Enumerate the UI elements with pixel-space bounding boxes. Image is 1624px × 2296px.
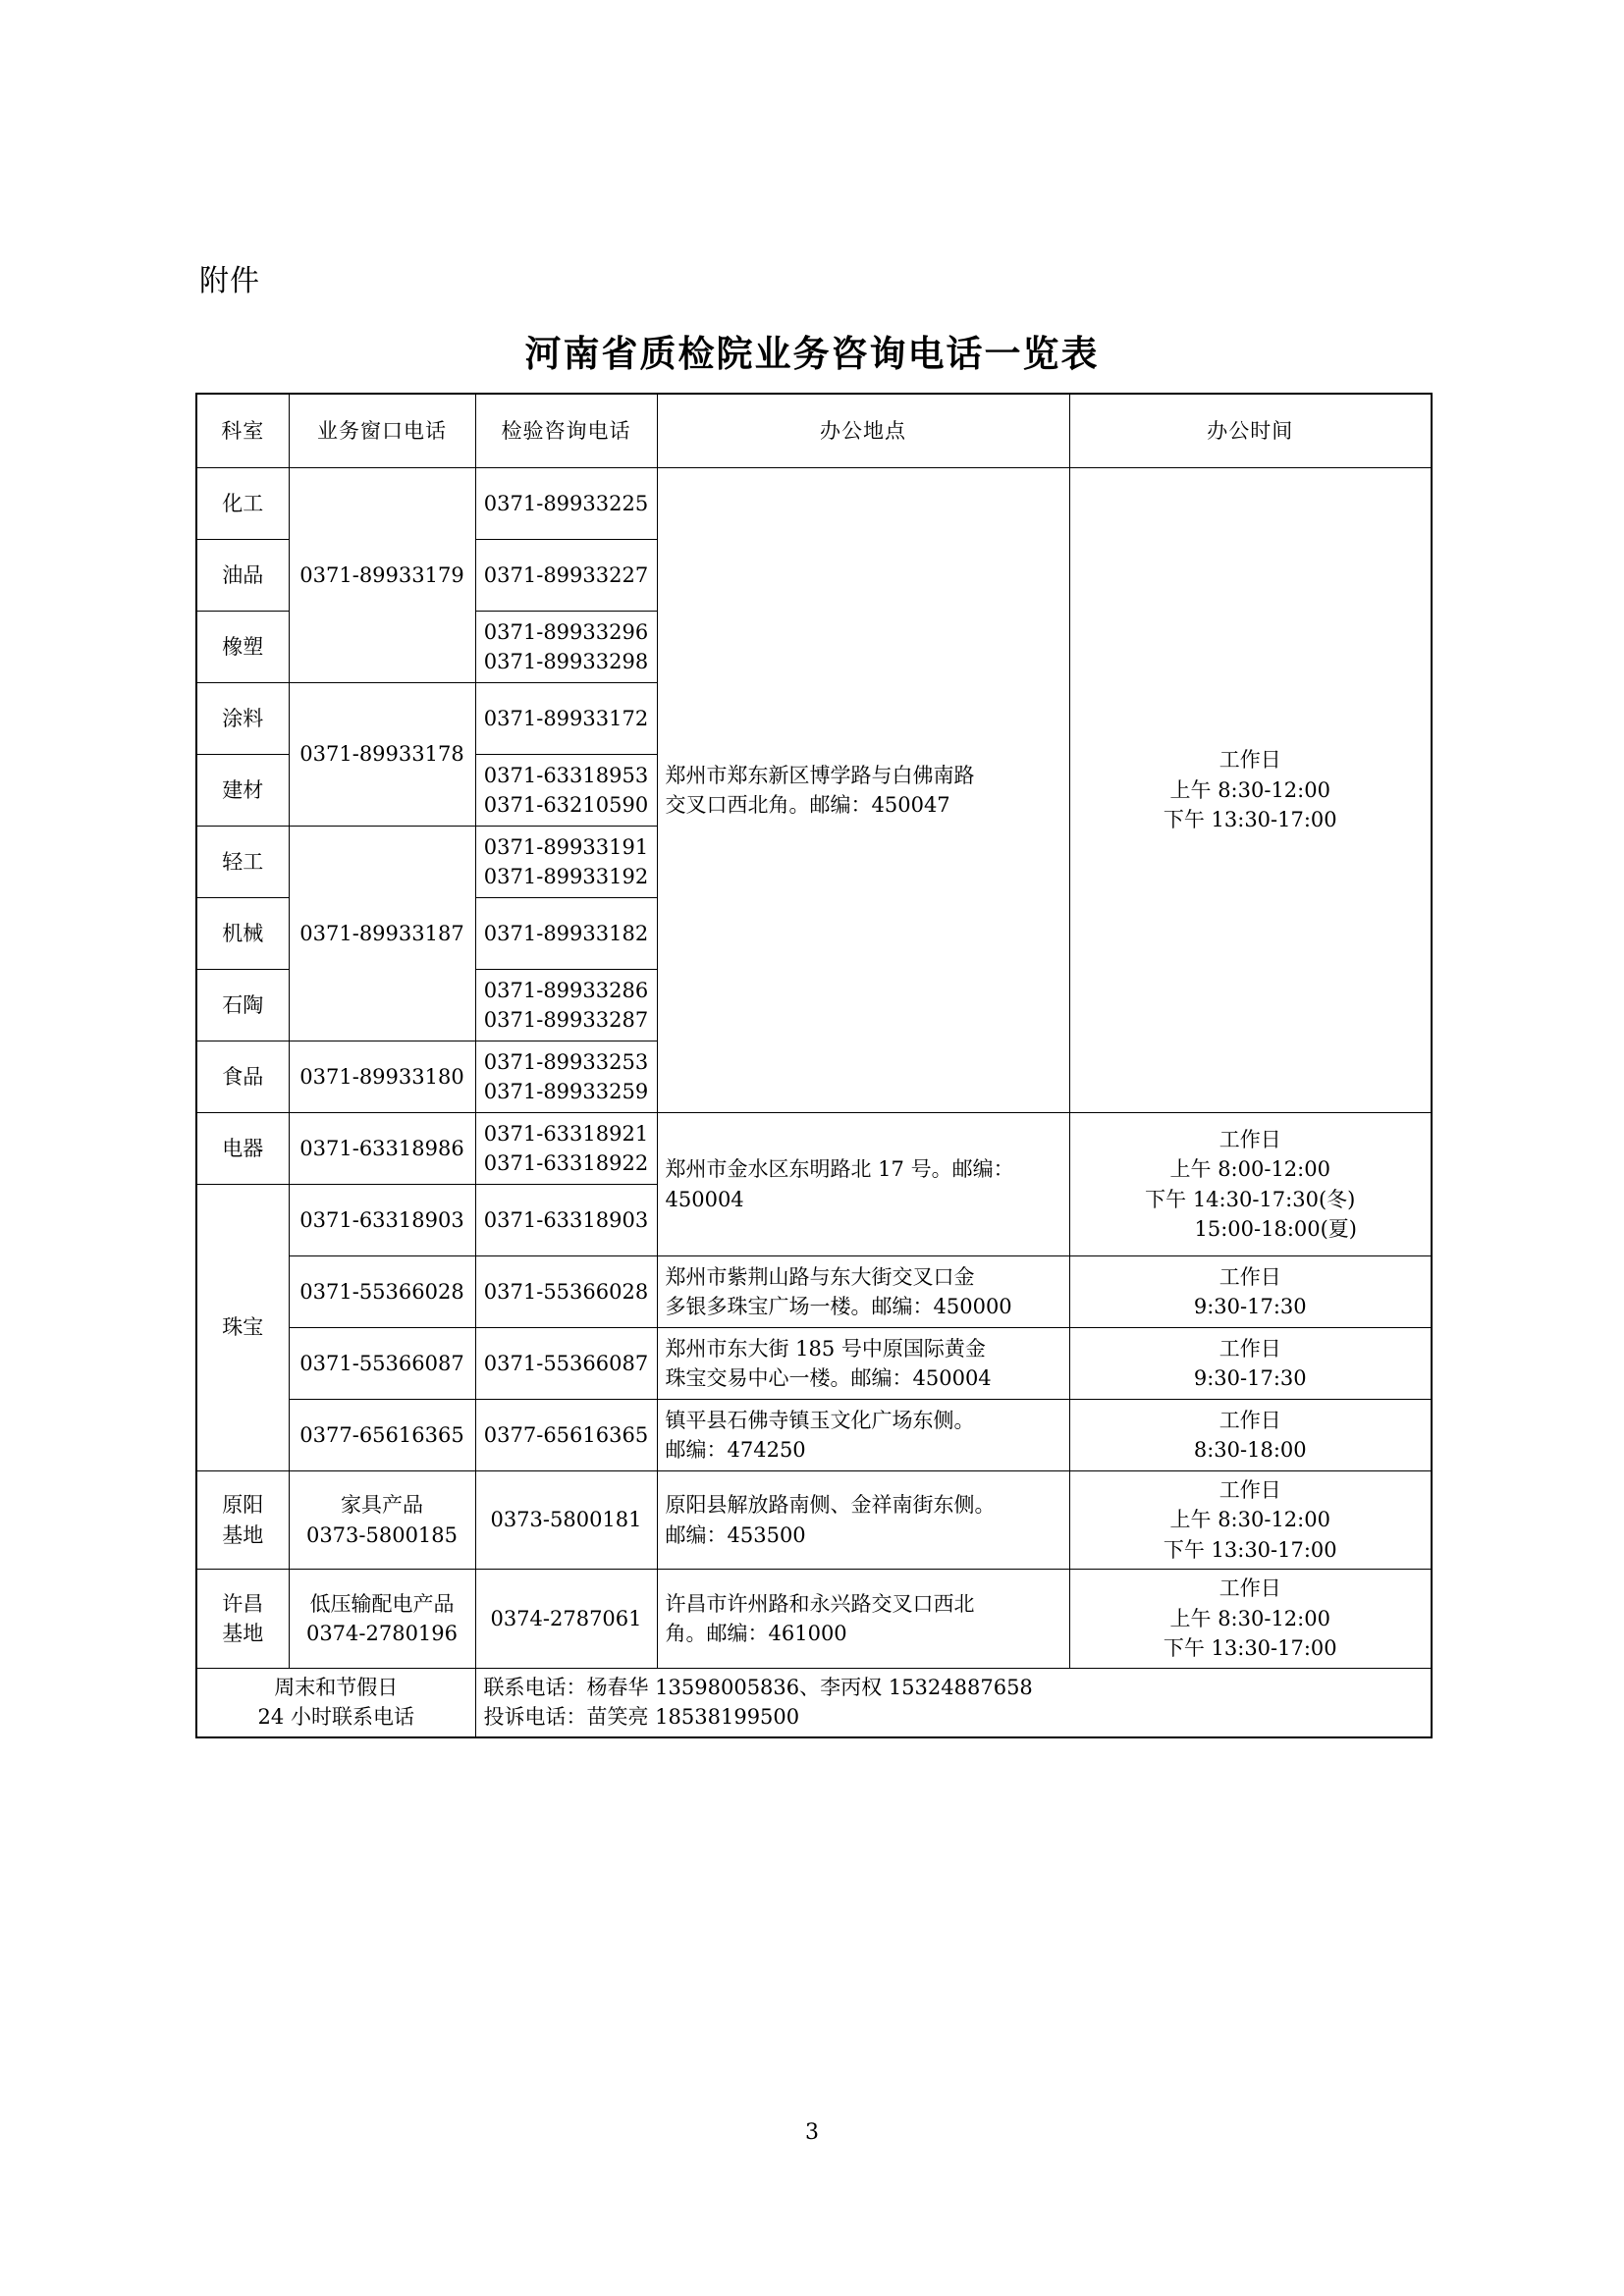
- hours-zhubao-dongdajie-line1: 工作日: [1218, 1336, 1281, 1361]
- hours-main-line1: 工作日: [1218, 748, 1281, 773]
- table-row: [196, 1328, 1432, 1400]
- window-phone-xuchang-label: 低压输配电产品: [309, 1591, 455, 1616]
- table-row: [196, 1256, 1432, 1328]
- hours-yuanyang: [1069, 1471, 1432, 1570]
- dept-zhubao: 珠宝: [196, 1185, 289, 1471]
- table-row: [196, 1570, 1432, 1668]
- window-phone-yuanyang-label: 家具产品: [341, 1493, 423, 1518]
- insp-phone-xuchang: 0374-2787061: [475, 1570, 657, 1668]
- insp-phone-jixie: 0371-89933182: [475, 898, 657, 970]
- table-row: [196, 1113, 1432, 1185]
- hours-zhenping-line2: 8:30-18:00: [1193, 1438, 1307, 1462]
- window-phone-group-3: 0371-89933187: [289, 827, 475, 1041]
- hours-xuchang-line3: 下午 13:30-17:00: [1163, 1636, 1337, 1661]
- hours-yuanyang-line2: 上午 8:30-12:00: [1169, 1508, 1330, 1532]
- window-phone-zhubao-2: 0371-55366028: [289, 1256, 475, 1328]
- address-zhenping-line1: 镇平县石佛寺镇玉文化广场东侧。: [665, 1408, 975, 1432]
- dept-xuchang-line2: 基地: [222, 1621, 264, 1645]
- insp-phone-jiancai: [475, 755, 657, 827]
- hours-zhenping: [1069, 1400, 1432, 1471]
- header-inspection-phone: 检验咨询电话: [475, 394, 657, 468]
- table-header-row: [196, 394, 1432, 468]
- page-number: 3: [805, 2120, 819, 2145]
- insp-phone-zhubao-2: 0371-55366028: [475, 1256, 657, 1328]
- window-phone-shipin: 0371-89933180: [289, 1041, 475, 1113]
- dept-jixie: 机械: [196, 898, 289, 970]
- insp-phone-xiangsu-1: 0371-89933296: [483, 619, 649, 644]
- hours-dianqi-line2: 上午 8:00-12:00: [1169, 1157, 1330, 1182]
- hours-dianqi: [1069, 1113, 1432, 1256]
- dept-jiancai: 建材: [196, 755, 289, 827]
- window-phone-zhubao-3: 0371-55366087: [289, 1328, 475, 1400]
- hours-xuchang-line2: 上午 8:30-12:00: [1169, 1606, 1330, 1630]
- hours-zhubao-dongdajie-line2: 9:30-17:30: [1193, 1366, 1307, 1390]
- insp-phone-shitao-2: 0371-89933287: [483, 1008, 649, 1032]
- address-xuchang-line1: 许昌市许州路和永兴路交叉口西北: [665, 1591, 975, 1616]
- dept-dianqi: 电器: [196, 1113, 289, 1185]
- footer-weekend-line1: 周末和节假日: [274, 1675, 399, 1699]
- address-yuanyang-line1: 原阳县解放路南侧、金祥南街东侧。: [665, 1493, 996, 1518]
- address-dongdajie: [657, 1328, 1069, 1400]
- insp-phone-shitao: [475, 970, 657, 1041]
- footer-contacts: [475, 1668, 1432, 1736]
- insp-phone-huagong: 0371-89933225: [475, 468, 657, 540]
- insp-phone-qinggong-2: 0371-89933192: [483, 865, 649, 888]
- hours-xuchang: [1069, 1570, 1432, 1668]
- address-dongdajie-line2: 珠宝交易中心一楼。邮编：450004: [665, 1366, 992, 1390]
- insp-phone-qinggong: [475, 827, 657, 898]
- dept-huagong: 化工: [196, 468, 289, 540]
- address-jinshui-line2: 450004: [665, 1187, 744, 1211]
- table-row: [196, 468, 1432, 540]
- dept-youpin: 油品: [196, 540, 289, 612]
- insp-phone-shipin-2: 0371-89933259: [483, 1080, 649, 1103]
- insp-phone-shipin: [475, 1041, 657, 1113]
- address-jinshui: [657, 1113, 1069, 1256]
- hours-main-line3: 下午 13:30-17:00: [1163, 808, 1337, 832]
- hours-zhenping-line1: 工作日: [1218, 1408, 1281, 1432]
- address-zhengdong-line2: 交叉口西北角。邮编：450047: [665, 793, 950, 817]
- dept-qinggong: 轻工: [196, 827, 289, 898]
- address-yuanyang-line2: 邮编：453500: [665, 1522, 806, 1547]
- hours-zhubao-zijingshan-line1: 工作日: [1218, 1264, 1281, 1289]
- hours-yuanyang-line1: 工作日: [1218, 1478, 1281, 1502]
- insp-phone-tuliao: 0371-89933172: [475, 683, 657, 755]
- address-zhengdong-line1: 郑州市郑东新区博学路与白佛南路: [665, 763, 975, 787]
- window-phone-dianqi: 0371-63318986: [289, 1113, 475, 1185]
- dept-shipin: 食品: [196, 1041, 289, 1113]
- insp-phone-shitao-1: 0371-89933286: [483, 978, 649, 1002]
- table-footer-row: [196, 1668, 1432, 1736]
- dept-tuliao: 涂料: [196, 683, 289, 755]
- address-xuchang: [657, 1570, 1069, 1668]
- window-phone-xuchang-number: 0374-2780196: [305, 1621, 459, 1645]
- insp-phone-zhubao-4: 0377-65616365: [475, 1400, 657, 1471]
- contact-directory-table: [195, 393, 1433, 1738]
- address-yuanyang: [657, 1471, 1069, 1570]
- hours-zhubao-dongdajie: [1069, 1328, 1432, 1400]
- footer-contact-phone: 联系电话：杨春华 13598005836、李丙权 15324887658: [483, 1675, 1033, 1699]
- insp-phone-jiancai-2: 0371-63210590: [483, 793, 649, 817]
- address-zijingshan-line1: 郑州市紫荆山路与东大街交叉口金: [665, 1264, 975, 1289]
- address-zhenping: [657, 1400, 1069, 1471]
- header-office-hours: 办公时间: [1069, 394, 1432, 468]
- insp-phone-xiangsu-2: 0371-89933298: [483, 650, 649, 673]
- window-phone-group-2: 0371-89933178: [289, 683, 475, 827]
- dept-xuchang: [196, 1570, 289, 1668]
- attachment-label: 附件: [199, 264, 260, 298]
- insp-phone-youpin: 0371-89933227: [475, 540, 657, 612]
- address-xuchang-line2: 角。邮编：461000: [665, 1621, 847, 1645]
- address-dongdajie-line1: 郑州市东大街 185 号中原国际黄金: [665, 1336, 986, 1361]
- dept-yuanyang-line1: 原阳: [222, 1493, 264, 1518]
- address-zhenping-line2: 邮编：474250: [665, 1438, 806, 1462]
- hours-zhubao-zijingshan-line2: 9:30-17:30: [1193, 1295, 1307, 1318]
- window-phone-yuanyang: [289, 1471, 475, 1570]
- hours-main: [1069, 468, 1432, 1113]
- header-department: 科室: [196, 394, 289, 468]
- insp-phone-jiancai-1: 0371-63318953: [483, 763, 649, 787]
- table-row: [196, 1400, 1432, 1471]
- insp-phone-dianqi-2: 0371-63318922: [483, 1151, 649, 1175]
- insp-phone-zhubao-3: 0371-55366087: [475, 1328, 657, 1400]
- header-office-location: 办公地点: [657, 394, 1069, 468]
- footer-complaint-phone: 投诉电话：苗笑亮 18538199500: [483, 1705, 800, 1730]
- insp-phone-xiangsu: [475, 612, 657, 683]
- insp-phone-dianqi-1: 0371-63318921: [483, 1121, 649, 1146]
- address-zhengdong: [657, 468, 1069, 1113]
- address-zijingshan-line2: 多银多珠宝广场一楼。邮编：450000: [665, 1295, 1012, 1318]
- address-zijingshan: [657, 1256, 1069, 1328]
- window-phone-zhubao-1: 0371-63318903: [289, 1185, 475, 1256]
- hours-yuanyang-line3: 下午 13:30-17:00: [1163, 1537, 1337, 1562]
- hours-main-line2: 上午 8:30-12:00: [1169, 777, 1330, 802]
- dept-xiangsu: 橡塑: [196, 612, 289, 683]
- insp-phone-dianqi: [475, 1113, 657, 1185]
- dept-shitao: 石陶: [196, 970, 289, 1041]
- window-phone-xuchang: [289, 1570, 475, 1668]
- hours-dianqi-line3: 下午 14:30-17:30(冬): [1145, 1187, 1356, 1211]
- hours-zhubao-zijingshan: [1069, 1256, 1432, 1328]
- window-phone-group-1: 0371-89933179: [289, 468, 475, 683]
- address-jinshui-line1: 郑州市金水区东明路北 17 号。邮编：: [665, 1157, 1014, 1182]
- hours-dianqi-line4: 15:00-18:00(夏): [1194, 1216, 1358, 1241]
- dept-xuchang-line1: 许昌: [222, 1591, 264, 1616]
- insp-phone-shipin-1: 0371-89933253: [483, 1049, 649, 1074]
- page-title: 河南省质检院业务咨询电话一览表: [524, 333, 1100, 375]
- window-phone-yuanyang-number: 0373-5800185: [305, 1522, 459, 1547]
- insp-phone-zhubao-1: 0371-63318903: [475, 1185, 657, 1256]
- footer-weekend-line2: 24 小时联系电话: [257, 1705, 414, 1730]
- dept-yuanyang: [196, 1471, 289, 1570]
- hours-dianqi-line1: 工作日: [1218, 1127, 1281, 1151]
- window-phone-zhubao-4: 0377-65616365: [289, 1400, 475, 1471]
- hours-xuchang-line1: 工作日: [1218, 1576, 1281, 1601]
- table-row: [196, 1471, 1432, 1570]
- header-window-phone: 业务窗口电话: [289, 394, 475, 468]
- footer-weekend-label: [196, 1668, 475, 1736]
- dept-yuanyang-line2: 基地: [222, 1522, 264, 1547]
- insp-phone-qinggong-1: 0371-89933191: [483, 834, 649, 859]
- insp-phone-yuanyang: 0373-5800181: [475, 1471, 657, 1570]
